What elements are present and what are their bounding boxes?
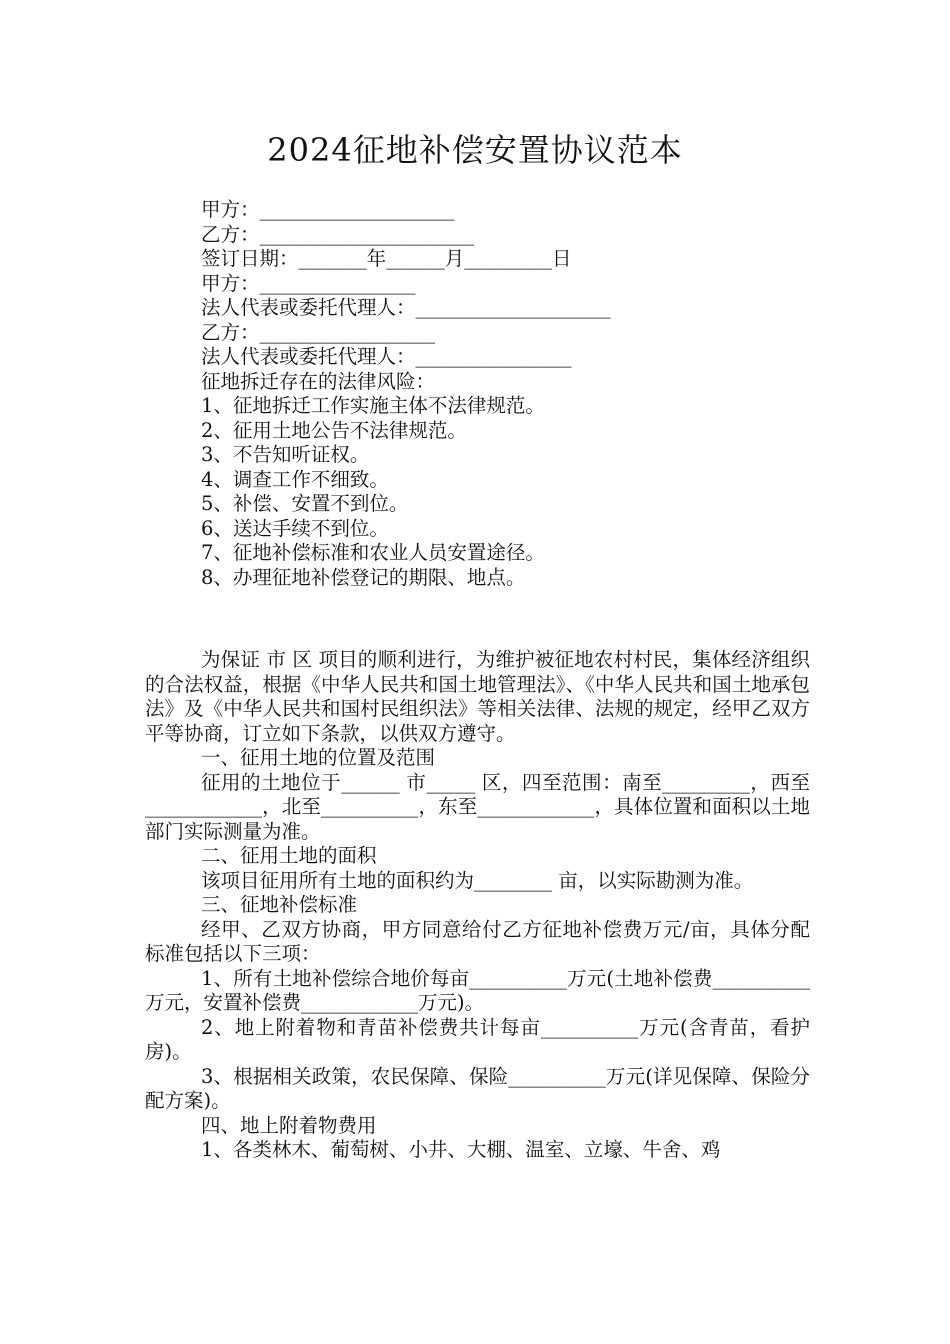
- intro-paragraph: 为保证 市 区 项目的顺利进行，为维护被征地农村村民，集体经济组织的合法权益，根据《中华人民共和国土地管理法》、《中华人民共和国土地承包法》及《中华人民共和国村民组织法》等相关法律、法规的规定，经甲乙双方平等协商，订立如下条款，以供双方遵守。: [145, 648, 810, 745]
- section-4-heading: 四、地上附着物费用: [201, 1113, 377, 1137]
- party-b-line-2: 乙方：__________________: [201, 320, 436, 344]
- party-b-line: 乙方：______________________: [201, 222, 475, 246]
- section-1-heading: 一、征用土地的位置及范围: [201, 746, 436, 769]
- agreement-body: [145, 648, 810, 1163]
- risk-item: 7、征地补偿标准和农业人员安置途径。: [201, 541, 545, 564]
- risk-item: 3、不告知听证权。: [201, 443, 370, 466]
- risk-item: 6、送达手续不到位。: [201, 516, 389, 540]
- party-a-line: 甲方：____________________: [201, 198, 455, 221]
- section-2-heading: 二、征用土地的面积: [201, 844, 377, 867]
- legal-rep-b-line: 法人代表或委托代理人：________________: [201, 345, 572, 368]
- header-block: [201, 198, 841, 590]
- risk-item: 5、补偿、安置不到位。: [201, 492, 409, 515]
- risk-item: 2、征用土地公告不法律规范。: [201, 418, 467, 442]
- legal-rep-a-line: 法人代表或委托代理人：____________________: [201, 296, 611, 319]
- section-3-item-1: 1、所有土地补偿综合地价每亩__________万元(土地补偿费__________万元，安置补偿费____________万元)。: [145, 966, 810, 1014]
- risk-item: 1、征地拆迁工作实施主体不法律规范。: [201, 394, 545, 417]
- section-3-heading: 三、征地补偿标准: [201, 893, 358, 916]
- risk-item: 4、调查工作不细致。: [201, 467, 389, 491]
- section-2-text: 该项目征用所有土地的面积约为________ 亩，以实际勘测为准。: [201, 868, 754, 892]
- risk-item: 8、办理征地补偿登记的期限、地点。: [201, 565, 526, 589]
- section-4-item-1: 1、各类林木、葡萄树、小井、大棚、温室、立壕、牛舍、鸡: [201, 1138, 721, 1161]
- section-3-item-2: 2、地上附着物和青苗补偿费共计每亩__________万元(含青苗，看护房)。: [145, 1015, 810, 1063]
- party-a-line-2: 甲方：________________: [201, 271, 416, 295]
- section-3-text: 经甲、乙双方协商，甲方同意给付乙方征地补偿费万元/亩，具体分配标准包括以下三项：: [145, 917, 810, 965]
- section-3-item-3: 3、根据相关政策，农民保障、保险__________万元(详见保障、保险分配方案)。: [145, 1064, 810, 1112]
- sign-date-line: 签订日期：_______年______月_________日: [201, 247, 572, 270]
- document-title: 2024征地补偿安置协议范本: [267, 131, 683, 169]
- risk-heading: 征地拆迁存在的法律风险：: [201, 369, 436, 393]
- section-1-text: 征用的土地位于______ 市_____ 区，四至范围：南至_________，西至____________，北至__________，东至____________，具体位置和面积以土地部门实际测量为准。: [145, 770, 810, 843]
